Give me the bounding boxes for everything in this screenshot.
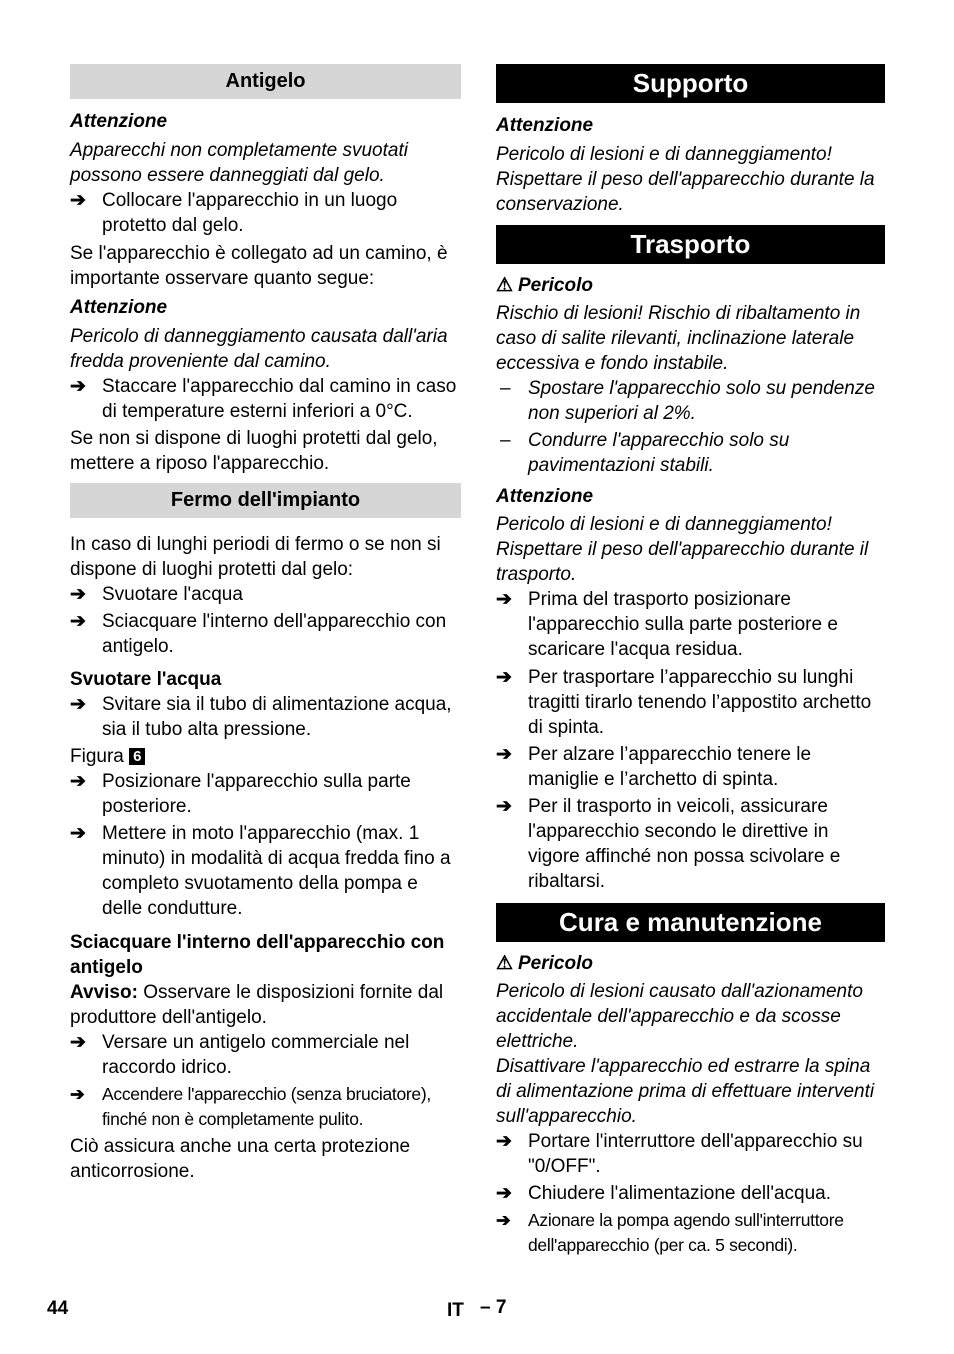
arrow-icon: ➔	[496, 796, 512, 817]
list-item: ➔ Staccare l'apparecchio dal camino in caso di temperature esterni inferiori a 0°C.	[70, 376, 457, 422]
attention-label: Attenzione	[70, 297, 168, 318]
paragraph: Ciò assicura anche una certa protezione anticorrosione.	[70, 1136, 411, 1182]
arrow-icon: ➔	[496, 667, 512, 688]
figure-number-badge: 6	[129, 748, 145, 765]
attention-text: Pericolo di lesioni e di danneggiamento! Rispettare il peso dell'apparecchio durante la conservazione.	[496, 144, 875, 215]
arrow-icon: ➔	[70, 823, 86, 844]
warning-triangle-icon: ⚠	[496, 275, 514, 296]
attention-text: Apparecchi non completamente svuotati possono essere danneggiati dal gelo.	[70, 140, 408, 186]
list-item: ➔ Mettere in moto l'apparecchio (max. 1 minuto) in modalità di acqua fredda fino a completo svuotamento della pompa e delle condutture.	[70, 823, 451, 919]
list-item: – Condurre l'apparecchio solo su pavimentazioni stabili.	[500, 430, 790, 476]
arrow-icon: ➔	[70, 694, 86, 715]
left-column	[70, 64, 461, 1184]
arrow-icon: ➔	[70, 190, 86, 211]
paragraph: Se l'apparecchio è collegato ad un camino, è importante osservare quanto segue:	[70, 243, 448, 289]
list-item: ➔ Azionare la pompa agendo sull'interruttore dell'apparecchio (per ca. 5 secondi).	[496, 1210, 844, 1255]
warning-triangle-icon: ⚠	[496, 953, 514, 974]
heading-cura: Cura e manutenzione	[496, 903, 885, 942]
list-item: ➔ Prima del trasporto posizionare l'apparecchio sulla parte posteriore e scaricare l'acqua residua.	[496, 589, 838, 660]
arrow-icon: ➔	[70, 1084, 85, 1104]
paragraph: Se non si dispone di luoghi protetti dal gelo, mettere a riposo l'apparecchio.	[70, 428, 438, 474]
list-item: ➔ Sciacquare l'interno dell'apparecchio con antigelo.	[70, 611, 447, 657]
arrow-icon: ➔	[496, 744, 512, 765]
language-code: IT	[447, 1300, 464, 1321]
paragraph: In caso di lunghi periodi di fermo o se non si dispone di luoghi protetti dal gelo:	[70, 534, 441, 580]
danger-text: Disattivare l'apparecchio ed estrarre la spina di alimentazione prima di effettuare interventi sull'apparecchio.	[496, 1056, 875, 1127]
subheading-svuotare: Svuotare l'acqua	[70, 669, 222, 690]
attention-label: Attenzione	[496, 115, 594, 136]
danger-text: Pericolo di lesioni causato dall'azionamento accidentale dell'apparecchio e da scosse elettriche.	[496, 981, 863, 1052]
right-column	[496, 64, 885, 1258]
arrow-icon: ➔	[70, 611, 86, 632]
attention-text: Pericolo di lesioni e di danneggiamento! Rispettare il peso dell'apparecchio durante il trasporto.	[496, 514, 869, 585]
list-item: ➔ Per trasportare l’apparecchio su lunghi tragitti tirarlo tenendo l’appostito archetto di spinta.	[496, 667, 872, 738]
list-item: ➔ Chiudere l'alimentazione dell'acqua.	[496, 1183, 831, 1204]
list-item: ➔ Collocare l'apparecchio in un luogo protetto dal gelo.	[70, 190, 398, 236]
attention-text: Pericolo di danneggiamento causata dall'aria fredda proveniente dal camino.	[70, 326, 448, 372]
heading-trasporto: Trasporto	[496, 225, 885, 264]
list-item: ➔ Portare l'interruttore dell'apparecchio su "0/OFF".	[496, 1131, 863, 1177]
arrow-icon: ➔	[70, 771, 86, 792]
heading-fermo: Fermo dell'impianto	[70, 483, 461, 518]
subheading-sciacquare: Sciacquare l'interno dell'apparecchio con antigelo	[70, 932, 445, 978]
list-item: ➔ Per il trasporto in veicoli, assicurare l'apparecchio secondo le direttive in vigore affinché non possa scivolare e ribaltarsi.	[496, 796, 841, 892]
attention-label: Attenzione	[70, 111, 168, 132]
list-item: ➔ Accendere l'apparecchio (senza bruciatore), finché non è completamente pulito.	[70, 1084, 431, 1129]
arrow-icon: ➔	[496, 589, 512, 610]
danger-label: ⚠ Pericolo	[496, 275, 593, 296]
heading-supporto: Supporto	[496, 64, 885, 103]
danger-label: ⚠ Pericolo	[496, 953, 593, 974]
arrow-icon: ➔	[70, 584, 86, 605]
figure-reference: Figura 6	[70, 744, 461, 769]
list-item: ➔ Svitare sia il tubo di alimentazione acqua, sia il tubo alta pressione.	[70, 694, 452, 740]
arrow-icon: ➔	[70, 376, 86, 397]
arrow-icon: ➔	[70, 1032, 86, 1053]
list-item: ➔ Per alzare l’apparecchio tenere le maniglie e l’archetto di spinta.	[496, 744, 812, 790]
attention-label: Attenzione	[496, 486, 594, 507]
arrow-icon: ➔	[496, 1131, 512, 1152]
arrow-icon: ➔	[496, 1210, 511, 1230]
list-item: – Spostare l'apparecchio solo su pendenze non superiori al 2%.	[500, 378, 875, 424]
heading-antigelo: Antigelo	[70, 64, 461, 99]
page-number: 44	[47, 1298, 69, 1319]
section-page: – 7	[480, 1297, 507, 1318]
arrow-icon: ➔	[496, 1183, 512, 1204]
list-item: ➔ Posizionare l'apparecchio sulla parte posteriore.	[70, 771, 411, 817]
list-item: ➔ Svuotare l'acqua	[70, 584, 243, 605]
list-item: ➔ Versare un antigelo commerciale nel raccordo idrico.	[70, 1032, 410, 1078]
danger-text: Rischio di lesioni! Rischio di ribaltamento in caso di salite rilevanti, inclinazione laterale eccessiva e fondo instabile.	[496, 303, 861, 374]
note-avviso: Avviso: Osservare le disposizioni fornite dal produttore dell'antigelo.	[70, 982, 444, 1028]
